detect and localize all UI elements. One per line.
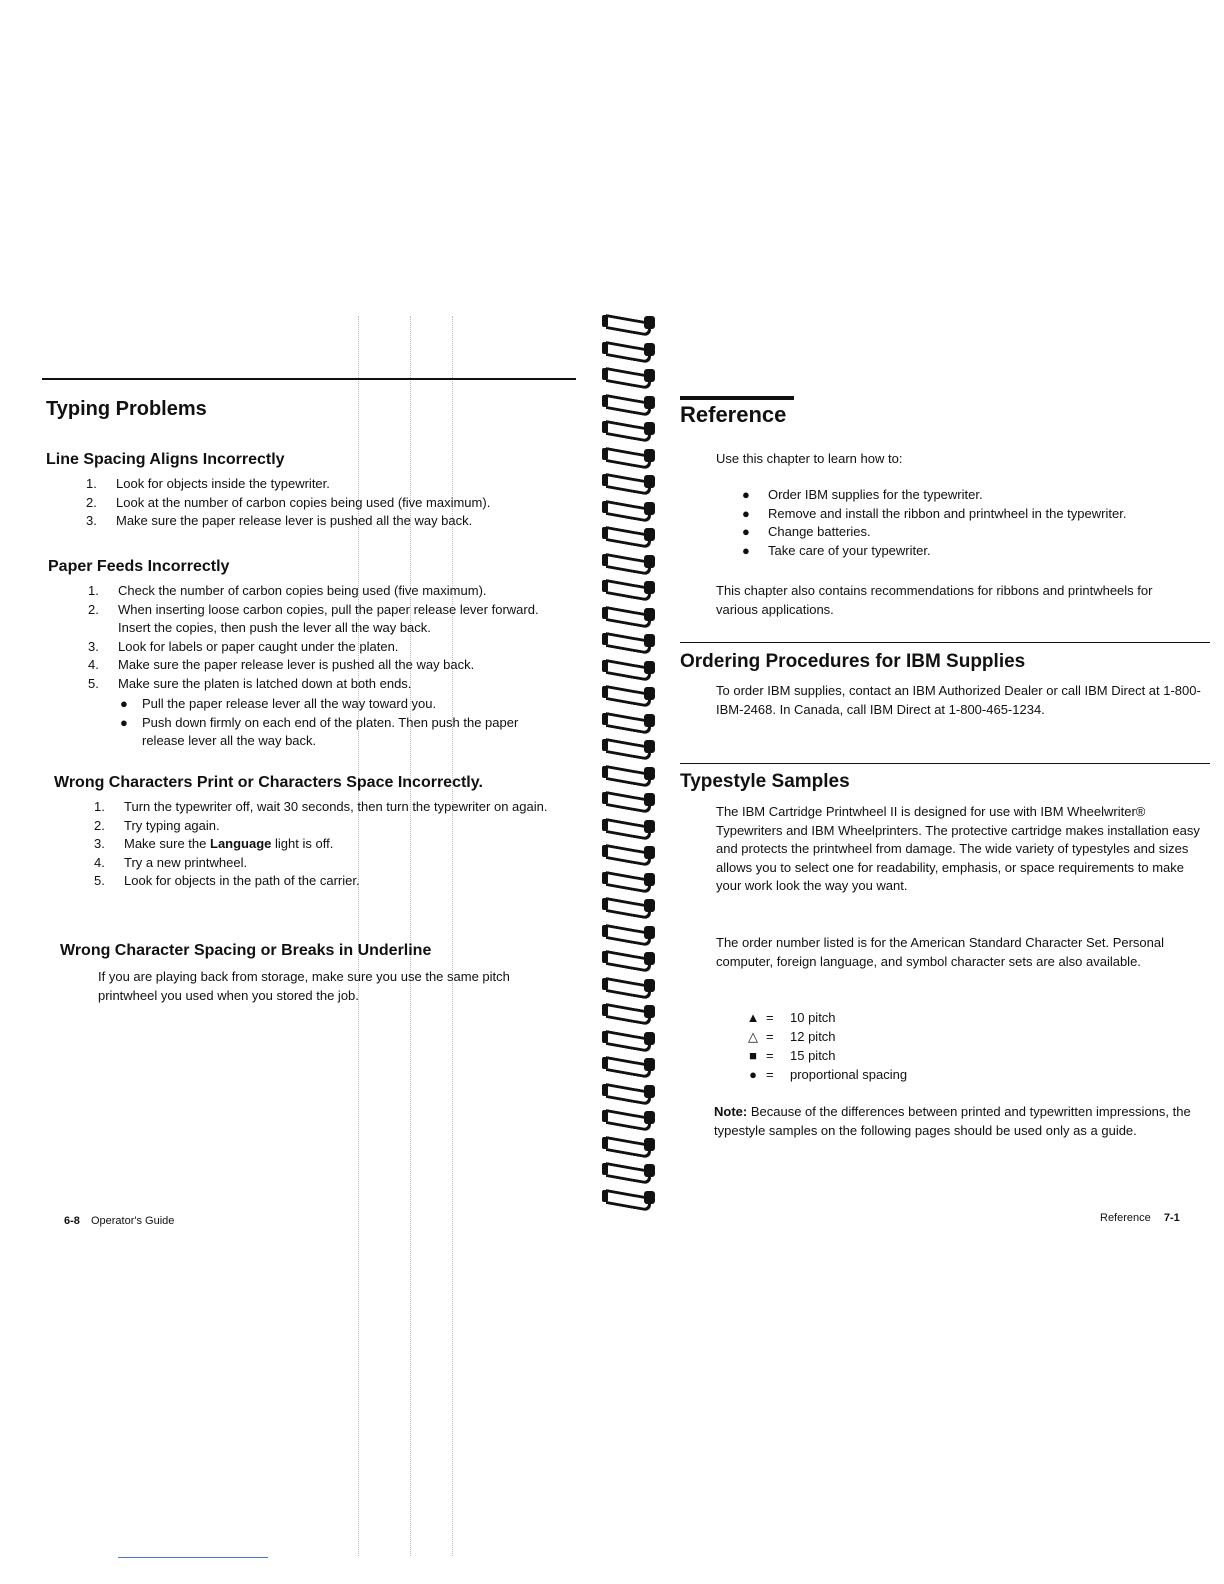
triangle-outline-icon: △ — [748, 1029, 758, 1044]
list-item: 1. Look for objects inside the typewriter. — [86, 476, 330, 491]
page-title-reference: Reference — [680, 402, 787, 427]
bullet-item: ● Order IBM supplies for the typewriter. — [744, 486, 1214, 505]
section-paragraph: If you are playing back from storage, make sure you use the same pitch printwheel you used when you stored the job. — [98, 969, 510, 1003]
list-item: 2. Try typing again. — [94, 817, 220, 833]
list-item: 3. Look for labels or paper caught under the platen. — [88, 638, 399, 654]
typestyle-rule — [680, 763, 1210, 764]
spiral-coil — [600, 445, 664, 472]
list-item: 4. Make sure the paper release lever is pushed all the way back. — [88, 657, 475, 672]
bullet-item: ● Pull the paper release lever all the way toward you. — [118, 695, 558, 714]
bullet-item: ● Remove and install the ribbon and printwheel in the typewriter. — [744, 505, 1214, 524]
list-item: 1. Turn the typewriter off, wait 30 seconds, then turn the typewriter on again. — [94, 799, 548, 814]
scan-artifact-underline — [118, 1557, 268, 1558]
section-heading: Wrong Character Spacing or Breaks in Underline — [60, 942, 432, 959]
spiral-coil — [600, 736, 664, 763]
right-footer-label: Reference — [1100, 1212, 1151, 1224]
spiral-coil — [600, 1187, 664, 1214]
spiral-binding — [600, 312, 664, 1213]
bullet-icon: ● — [120, 714, 128, 730]
spiral-coil — [600, 1028, 664, 1055]
spiral-coil — [600, 816, 664, 843]
spiral-coil — [600, 339, 664, 366]
left-footer — [64, 1215, 174, 1227]
spiral-coil — [600, 948, 664, 975]
spiral-coil — [600, 1054, 664, 1081]
ordering-text: To order IBM supplies, contact an IBM Authorized Dealer or call IBM Direct at 1-800-IBM-2468. In Canada, call IBM Direct at 1-800-465-1234. — [716, 683, 1201, 717]
page-title-typing-problems: Typing Problems — [46, 398, 207, 420]
right-footer — [1100, 1212, 1180, 1224]
section-heading: Wrong Characters Print or Characters Space Incorrectly. — [54, 774, 483, 791]
spiral-coil — [600, 524, 664, 551]
spiral-coil — [600, 842, 664, 869]
square-filled-icon: ■ — [749, 1048, 757, 1063]
left-footer-label: Operator's Guide — [90, 1215, 175, 1227]
spiral-coil — [600, 1160, 664, 1187]
numbered-list — [86, 475, 586, 531]
right-title-bar — [680, 396, 794, 400]
spiral-coil — [600, 392, 664, 419]
bullet-icon: ● — [120, 696, 128, 711]
list-item: 3. Make sure the Language light is off. — [94, 836, 334, 851]
list-item: 1. Check the number of carbon copies being used (five maximum). — [88, 583, 487, 598]
list-item: 5. Make sure the platen is latched down at both ends. ● Pull the paper release lever all the way toward you. ● Push down firmly on each end of the platen. Then push the paper release lever all the way back. — [88, 675, 558, 751]
list-item: 5. Look for objects in the path of the carrier. — [94, 873, 360, 888]
spiral-coil — [600, 895, 664, 922]
section-paper-feeds — [48, 558, 588, 751]
bullet-item: ● Change batteries. — [744, 523, 1214, 542]
note-text: Because of the differences between printed and typewritten impressions, the typestyle samples on the following pages should be used only as a guide. — [714, 1104, 1191, 1138]
bullet-icon: ● — [742, 542, 750, 558]
spiral-coil — [600, 498, 664, 525]
spiral-coil — [600, 710, 664, 737]
typestyle-paragraph-2: The order number listed is for the American Standard Character Set. Personal computer, foreign language, and symbol character sets are also available. — [716, 935, 1164, 969]
spiral-coil — [600, 630, 664, 657]
list-item: 2. Look at the number of carbon copies being used (five maximum). — [86, 494, 491, 510]
ordering-rule — [680, 642, 1210, 643]
legend-row: ■ = 15 pitch — [746, 1046, 907, 1065]
typestyle-heading: Typestyle Samples — [680, 771, 850, 792]
list-item: 4. Try a new printwheel. — [94, 854, 248, 870]
spiral-coil — [600, 869, 664, 896]
spiral-coil — [600, 975, 664, 1002]
spiral-coil — [600, 657, 664, 684]
spiral-coil — [600, 1081, 664, 1108]
spiral-coil — [600, 1107, 664, 1134]
left-top-rule — [42, 378, 576, 380]
spiral-coil — [600, 763, 664, 790]
ordering-heading: Ordering Procedures for IBM Supplies — [680, 651, 1026, 672]
typestyle-paragraph-1: The IBM Cartridge Printwheel II is designed for use with IBM Wheelwriter® Typewriters and IBM Wheelprinters. The protective cartridge makes installation easy and protects the printwheel from damage. The wide variety of typestyles and sizes allows you to select one for readability, emphasis, or space requirements to make your work look the way you want. — [716, 804, 1200, 893]
spiral-coil — [600, 471, 664, 498]
circle-filled-icon: ● — [749, 1067, 757, 1082]
pitch-legend — [746, 1008, 907, 1084]
legend-row: ● = proportional spacing — [746, 1065, 907, 1084]
list-item: 2. When inserting loose carbon copies, pull the paper release lever forward. Insert the copies, then push the lever all the way back. — [88, 601, 539, 635]
spiral-coil — [600, 922, 664, 949]
reference-bullets — [744, 486, 1214, 560]
spiral-coil — [600, 365, 664, 392]
section-line-spacing — [46, 451, 586, 531]
numbered-list — [94, 798, 554, 891]
spiral-coil — [600, 551, 664, 578]
section-wrong-characters — [54, 774, 594, 891]
reference-intro: Use this chapter to learn how to: — [716, 451, 903, 466]
list-item: 3. Make sure the paper release lever is pushed all the way back. — [86, 513, 473, 528]
section-wrong-spacing — [60, 942, 580, 1005]
right-page-number: 7-1 — [1163, 1212, 1180, 1224]
bullet-item: ● Push down firmly on each end of the platen. Then push the paper release lever all the way back. — [120, 714, 519, 748]
triangle-filled-icon: ▲ — [746, 1010, 760, 1025]
legend-row: △ = 12 pitch — [748, 1029, 836, 1044]
spiral-coil — [600, 683, 664, 710]
bullet-icon: ● — [742, 505, 750, 521]
typestyle-note — [714, 1103, 1204, 1140]
chapter-note: This chapter also contains recommendations for ribbons and printwheels for various applications. — [716, 583, 1153, 617]
spiral-coil — [600, 312, 664, 339]
spiral-coil — [600, 577, 664, 604]
bullet-item: ● Take care of your typewriter. — [744, 542, 1214, 561]
left-page-number: 6-8 — [64, 1215, 80, 1227]
spiral-coil — [600, 789, 664, 816]
numbered-list — [88, 582, 558, 751]
note-label: Note: — [714, 1104, 748, 1119]
spiral-coil — [600, 604, 664, 631]
spiral-coil — [600, 418, 664, 445]
spiral-coil — [600, 1134, 664, 1161]
spiral-coil — [600, 1001, 664, 1028]
legend-row: ▲ = 10 pitch — [746, 1010, 836, 1025]
bullet-icon: ● — [742, 487, 750, 502]
bullet-icon: ● — [742, 524, 750, 539]
section-heading: Paper Feeds Incorrectly — [48, 558, 230, 575]
section-heading: Line Spacing Aligns Incorrectly — [46, 451, 285, 468]
